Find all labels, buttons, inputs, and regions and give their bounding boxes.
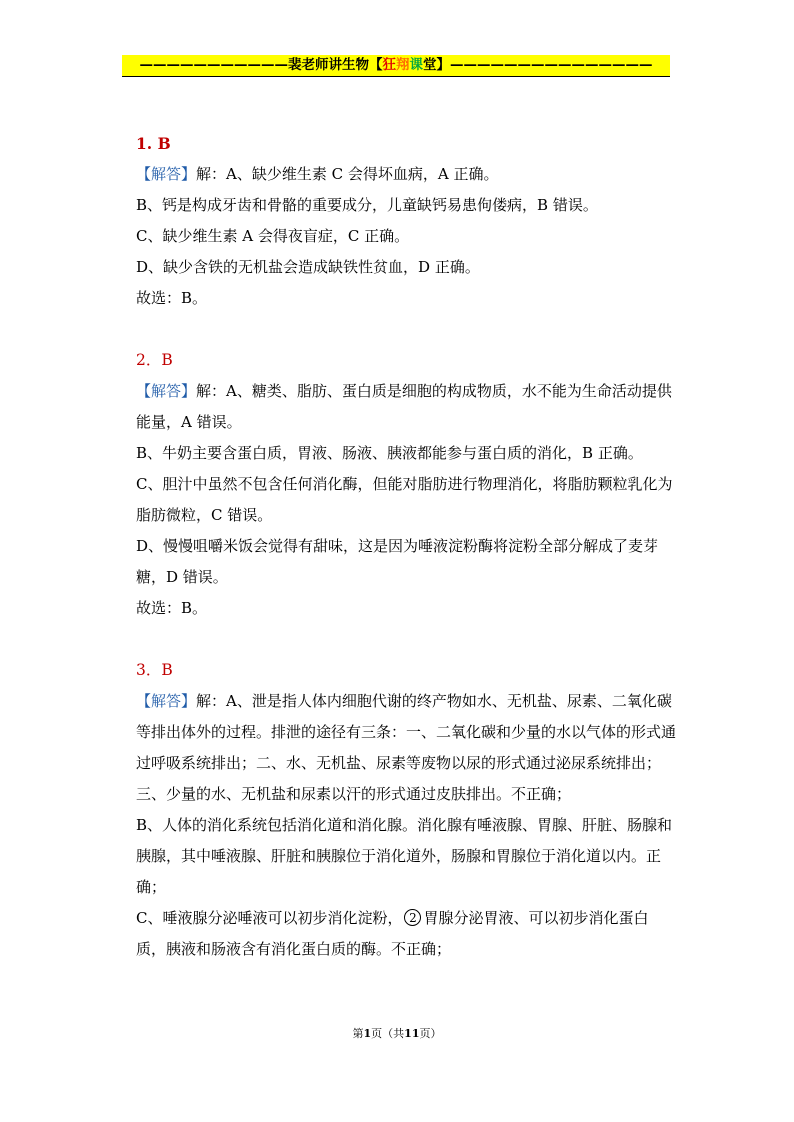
footer-page-number: 1: [363, 1027, 372, 1040]
answer-content: [136, 128, 676, 996]
question-2: [136, 345, 676, 624]
footer-suffix: 页）: [419, 1027, 442, 1040]
question-1-number: 1. B: [136, 134, 171, 153]
footer-prefix: 第: [352, 1027, 364, 1040]
header-char-xiang: 翔: [396, 57, 410, 73]
question-2-line: B、牛奶主要含蛋白质，胃液、肠液、胰液都能参与蛋白质的消化，B 正确。: [136, 444, 643, 462]
header-char-kuang: 狂: [382, 57, 396, 73]
question-1-line: C、缺少维生素 A 会得夜盲症，C 正确。: [136, 227, 410, 245]
header-char-ke: 课: [409, 57, 423, 73]
question-3-number: 3．B: [136, 661, 173, 679]
question-2-line: [136, 376, 676, 438]
question-2-number: 2．B: [136, 351, 173, 369]
question-2-text: 解：A、糖类、脂肪、蛋白质是细胞的构成物质，水不能为生命活动提供能量，A 错误。: [136, 382, 672, 431]
question-2-line: 故选：B。: [136, 599, 208, 617]
header-title-suffix: 】: [436, 57, 450, 73]
question-3-c-part2: 胃腺分泌胃液、可以初步消化蛋白质，胰液和肠液含有消化蛋白质的酶。不正确；: [136, 909, 649, 958]
answer-bracket-label: 【解答】: [136, 692, 197, 710]
question-1-line: [136, 159, 676, 190]
header-title-prefix: 裴老师讲生物【: [288, 57, 383, 73]
question-3: [136, 655, 676, 965]
question-2-line: C、胆汁中虽然不包含任何消化酶，但能对脂肪进行物理消化，将脂肪颗粒乳化为脂肪微粒，C 错误。: [136, 475, 673, 524]
header-char-tang: 堂: [423, 57, 437, 73]
question-1-text: 解：A、缺少维生素 C 会得坏血病，A 正确。: [196, 165, 499, 183]
question-3-line: [136, 903, 676, 965]
page-header-banner: [122, 55, 670, 77]
answer-bracket-label: 【解答】: [136, 165, 197, 183]
question-1: [136, 128, 676, 314]
answer-bracket-label: 【解答】: [136, 382, 197, 400]
question-1-line: B、钙是构成牙齿和骨骼的重要成分，儿童缺钙易患佝偻病，B 错误。: [136, 196, 598, 214]
question-1-line: 故选：B。: [136, 289, 208, 307]
question-3-line: B、人体的消化系统包括消化道和消化腺。消化腺有唾液腺、胃腺、肝脏、肠腺和胰腺，其中唾液腺、肝脏和胰腺位于消化道外，肠腺和胃腺位于消化道以内。正确；: [136, 816, 673, 896]
question-2-line: D、慢慢咀嚼米饭会觉得有甜味，这是因为唾液淀粉酶将淀粉全部分解成了麦芽糖，D 错误。: [136, 537, 659, 586]
question-3-line: [136, 686, 676, 810]
question-1-line: D、缺少含铁的无机盐会造成缺铁性贫血，D 正确。: [136, 258, 480, 276]
circled-number-2: 2: [404, 909, 421, 926]
footer-middle: 页（共: [371, 1027, 405, 1040]
page-footer: [0, 1025, 794, 1041]
question-3-c-part1: C、唾液腺分泌唾液可以初步消化淀粉，: [136, 909, 403, 927]
footer-total-pages: 11: [404, 1027, 420, 1040]
header-dashes-left: ———————————: [139, 57, 288, 73]
question-3-text: 解：A、泄是指人体内细胞代谢的终产物如水、无机盐、尿素、二氧化碳等排出体外的过程。排泄的途径有三条：一、二氧化碳和少量的水以气体的形式通过呼吸系统排出；二、水、无机盐、尿素等废物以尿的形式通过泌尿系统排出；三、少量的水、无机盐和尿素以汗的形式通过皮肤排出。不正确；: [136, 692, 677, 803]
header-dashes-right: ———————————————: [450, 57, 653, 73]
